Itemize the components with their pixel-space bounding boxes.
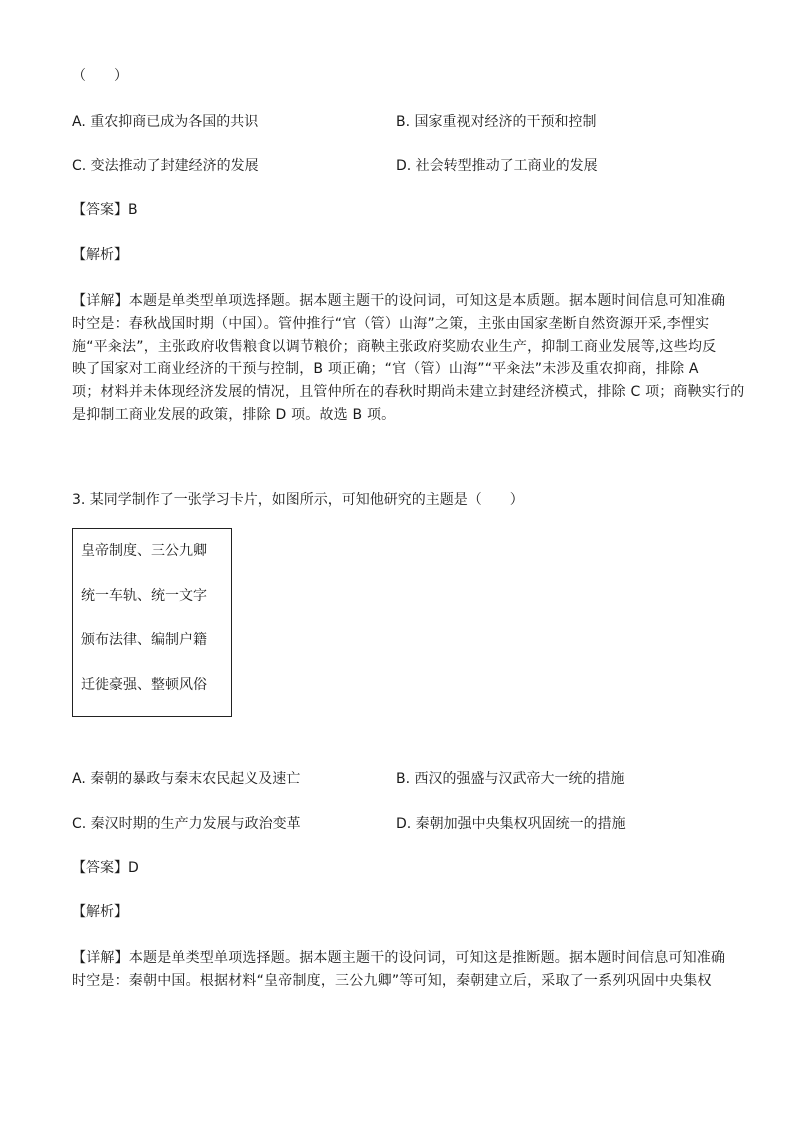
- study-card: [72, 528, 232, 717]
- detail-label: 【详解】: [72, 293, 129, 309]
- detail-line: 项；材料并未体现经济发展的情况，且管仲所在的春秋时期尚未建立封建经济模式，排除 C 项；商鞅实行的: [72, 384, 745, 401]
- detail-paragraph: [72, 290, 745, 427]
- option-b: B. 西汉的强盛与汉武帝大一统的措施: [396, 771, 625, 787]
- card-item: 颁布法律、编制户籍: [81, 632, 207, 648]
- card-item: 统一车轨、统一文字: [81, 588, 207, 604]
- option-d: D. 秦朝加强中央集权巩固统一的措施: [396, 816, 626, 832]
- answer-line: [72, 858, 139, 878]
- detail-label: 【详解】: [72, 950, 129, 966]
- question-stem: 3. 某同学制作了一张学习卡片，如图所示，可知他研究的主题是（ ）: [72, 492, 524, 508]
- answer-value: D: [128, 860, 139, 876]
- option-d: D. 社会转型推动了工商业的发展: [396, 158, 598, 174]
- answer-label: 【答案】: [72, 860, 128, 876]
- option-a: A. 重农抑商已成为各国的共识: [72, 114, 259, 130]
- card-item: 皇帝制度、三公九卿: [81, 543, 207, 559]
- option-a: A. 秦朝的暴政与秦末农民起义及速亡: [72, 771, 301, 787]
- option-b: B. 国家重视对经济的干预和控制: [396, 114, 597, 130]
- detail-line: 映了国家对工商业经济的干预与控制，B 项正确；“官（管）山海”“平籴法”未涉及重农抑商，排除 A: [72, 361, 699, 378]
- answer-value: B: [128, 202, 138, 218]
- analysis-label: 【解析】: [72, 247, 128, 263]
- detail-line: 施“平籴法”，主张政府收售粮食以调节粮价；商鞅主张政府奖励农业生产，抑制工商业发展等,这些均反: [72, 338, 717, 355]
- detail-line: 【详解】本题是单类型单项选择题。据本题主题干的设问词，可知这是推断题。据本题时间信息可知准确: [72, 950, 726, 966]
- analysis-label: 【解析】: [72, 904, 128, 920]
- option-c: C. 秦汉时期的生产力发展与政治变革: [72, 816, 301, 832]
- option-c: C. 变法推动了封建经济的发展: [72, 158, 259, 174]
- answer-label: 【答案】: [72, 202, 128, 218]
- detail-line: 【详解】本题是单类型单项选择题。据本题主题干的设问词，可知这是本质题。据本题时间信息可知准确: [72, 293, 726, 309]
- question-paren: （ ）: [72, 68, 128, 84]
- detail-line: 是抑制工商业发展的政策，排除 D 项。故选 B 项。: [72, 406, 396, 423]
- detail-line: 时空是：秦朝中国。根据材料“皇帝制度，三公九卿”等可知，秦朝建立后，采取了一系列巩固中央集权: [72, 972, 712, 989]
- detail-paragraph: [72, 947, 726, 993]
- detail-line: 时空是：春秋战国时期（中国）。管仲推行“官（管）山海”之策，主张由国家垄断自然资源开采,李悝实: [72, 315, 710, 332]
- answer-line: [72, 200, 138, 220]
- card-item: 迁徙豪强、整顿风俗: [81, 677, 207, 693]
